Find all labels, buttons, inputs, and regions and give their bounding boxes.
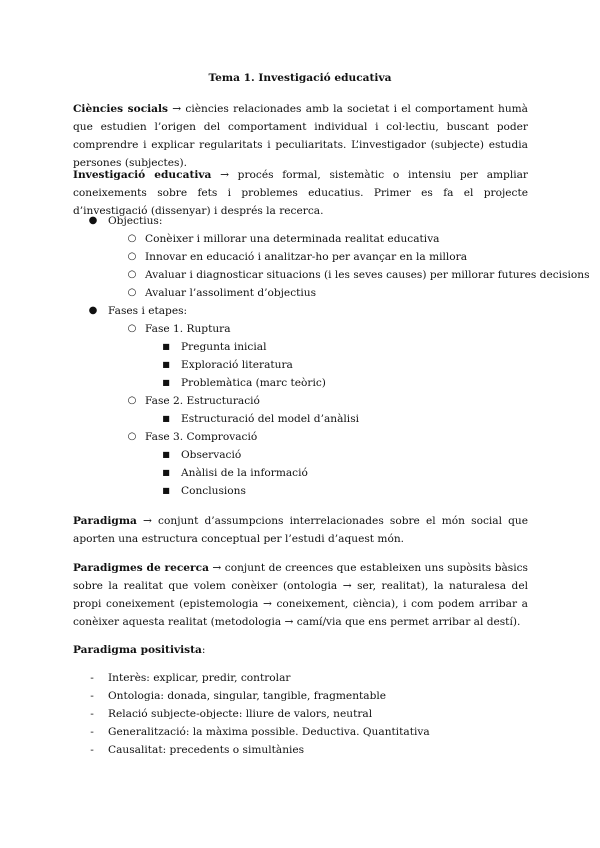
list-item-label: Avaluar l’assoliment d’objectius	[145, 287, 317, 299]
term-paradigmes-recerca: Paradigmes de recerca	[73, 562, 209, 574]
list-item-label: Problemàtica (marc teòric)	[181, 377, 326, 389]
list-item-label: Exploració literatura	[181, 359, 293, 371]
bullet-dash-icon: -	[90, 744, 94, 756]
bullet-circle-icon: ○	[127, 251, 137, 262]
definition-paradigmes-recerca: → conjunt de creences que estableixen uns supòsits bàsics sobre la realitat que volem conèixer (ontologia → ser, realitat), la naturalesa del propi coneixement (epistemologia → coneixement, ciència), i com podem arribar a conèixer aquesta realitat (metodologia → camí/via que ens permet arribar al destí).	[73, 562, 528, 628]
bullet-dash-icon: -	[90, 726, 94, 738]
list-item-label: Conclusions	[181, 485, 246, 497]
bullet-dash-icon: -	[90, 708, 94, 720]
bullet-disc-icon: ●	[88, 305, 98, 316]
list-item-label: Observació	[181, 449, 242, 461]
paragraph-ciencies-socials	[73, 100, 528, 172]
list-item-label: Fases i etapes:	[108, 305, 188, 317]
bullet-circle-icon: ○	[127, 323, 137, 334]
list-item-label: Avaluar i diagnosticar situacions (i les seves causes) per millorar futures decisions	[145, 269, 590, 281]
list-item-label: Relació subjecte-objecte: lliure de valors, neutral	[108, 708, 373, 720]
list-item-label: Conèixer i millorar una determinada realitat educativa	[145, 233, 440, 245]
bullet-circle-icon: ○	[127, 287, 137, 298]
bullet-circle-icon: ○	[127, 395, 137, 406]
term-investigacio-educativa: Investigació educativa	[73, 169, 212, 181]
paragraph-paradigma	[73, 512, 528, 548]
definition-ciencies-socials: → ciències relacionades amb la societat i el comportament humà que estudien l’origen del comportament individual i col·lectiu, buscant poder comprendre i explicar regularitats i peculiaritats. L’investigador (subjecte) estudia persones (subjectes).	[73, 103, 529, 169]
list-item-label: Estructuració del model d’anàlisi	[181, 413, 360, 425]
bullet-square-icon: ■	[162, 468, 170, 477]
list-item-label: Causalitat: precedents o simultànies	[108, 744, 305, 756]
term-ciencies-socials: Ciències socials	[73, 103, 169, 115]
list-item-label: Interès: explicar, predir, controlar	[108, 672, 291, 684]
bullet-dash-icon: -	[90, 690, 94, 702]
bullet-disc-icon: ●	[88, 215, 98, 226]
list-item-label: Fase 1. Ruptura	[145, 323, 231, 335]
document-title: Tema 1. Investigació educativa	[208, 72, 392, 84]
term-paradigma-positivista: Paradigma positivista	[73, 644, 202, 656]
bullet-circle-icon: ○	[127, 233, 137, 244]
definition-paradigma: → conjunt d’assumpcions interrelacionades sobre el món social que aporten una estructura conceptual per l’estudi d’aquest món.	[73, 515, 528, 545]
bullet-square-icon: ■	[162, 360, 170, 369]
paragraph-paradigmes-recerca	[73, 559, 528, 631]
bullet-circle-icon: ○	[127, 269, 137, 280]
heading-colon: :	[201, 644, 206, 656]
bullet-square-icon: ■	[162, 414, 170, 423]
heading-paradigma-positivista	[73, 641, 528, 659]
bullet-square-icon: ■	[162, 486, 170, 495]
list-item-label: Fase 2. Estructuració	[145, 395, 260, 407]
list-item-label: Fase 3. Comprovació	[145, 431, 258, 443]
list-item-label: Pregunta inicial	[181, 341, 267, 353]
list-item-label: Ontologia: donada, singular, tangible, fragmentable	[108, 690, 387, 702]
list-item-label: Objectius:	[108, 215, 163, 227]
bullet-circle-icon: ○	[127, 431, 137, 442]
bullet-square-icon: ■	[162, 450, 170, 459]
definition-investigacio-educativa: → procés formal, sistemàtic o intensiu per ampliar coneixements sobre fets i problemes educatius. Primer es fa el projecte d’investigació (dissenyar) i després la recerca.	[73, 169, 528, 217]
bullet-square-icon: ■	[162, 378, 170, 387]
list-item-label: Generalització: la màxima possible. Deductiva. Quantitativa	[108, 726, 430, 738]
term-paradigma: Paradigma	[73, 515, 137, 527]
bullet-dash-icon: -	[90, 672, 94, 684]
bullet-square-icon: ■	[162, 342, 170, 351]
list-item-label: Innovar en educació i analitzar-ho per avançar en la millora	[145, 251, 468, 263]
list-item-label: Anàlisi de la informació	[181, 467, 308, 479]
